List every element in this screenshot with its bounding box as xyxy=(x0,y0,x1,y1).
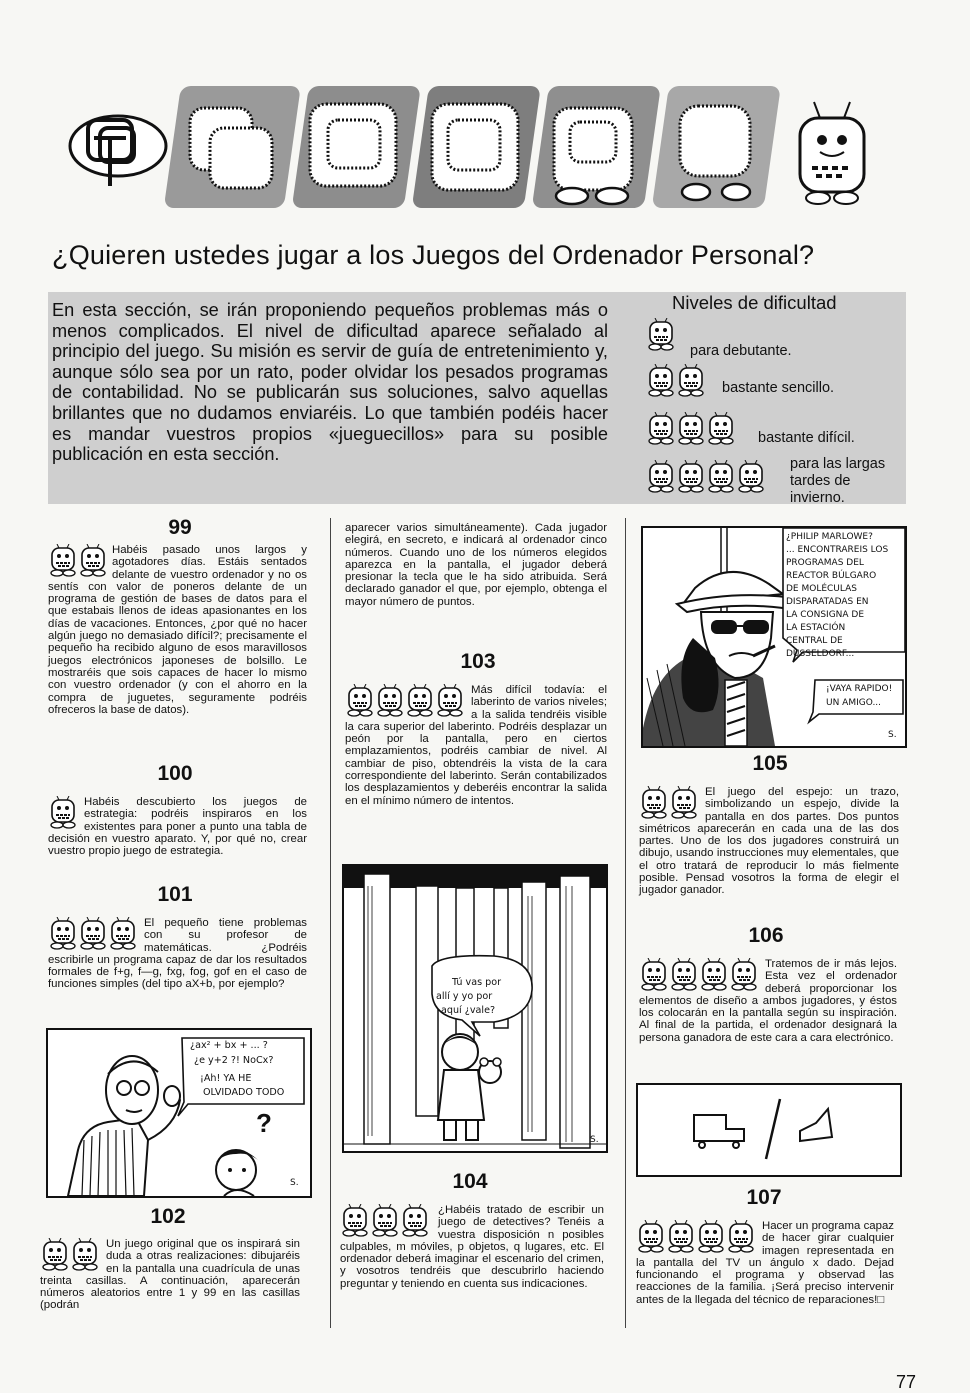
tv-character-icon xyxy=(639,958,669,992)
difficulty-icons xyxy=(639,958,759,992)
tv-character-icon xyxy=(405,684,435,718)
tv-character-icon xyxy=(48,917,78,951)
tv-character-icon xyxy=(669,786,699,820)
levels-title: Niveles de dificultad xyxy=(672,292,837,313)
tv-character-icon xyxy=(800,102,864,204)
column-divider xyxy=(625,518,626,1328)
tv-character-icon xyxy=(646,318,676,352)
game-105 xyxy=(639,786,899,897)
page-title: ¿Quieren ustedes jugar a los Juegos del Ordenador Personal? xyxy=(52,240,815,270)
game-101-text: El pequeño tiene problemas con su profesor de matemáticas. ¿Podréis escribirle un programa capaz de dar los resultados formales de f+g, f—g, fxg, fog, gof en el caso de funciones simples (del tipo aX+b, por ejemplo? xyxy=(48,917,307,991)
game-106 xyxy=(639,958,897,1044)
spy-reply-line-2: UN AMIGO... xyxy=(826,698,882,708)
difficulty-icons xyxy=(646,364,706,398)
difficulty-icons xyxy=(345,684,465,718)
level-4 xyxy=(646,460,766,494)
game-100 xyxy=(48,796,307,857)
game-number-100: 100 xyxy=(157,762,193,785)
intro-text: En esta sección, se irán proponiendo pequeños problemas más o menos complicados. El nivel de dificultad aparece señalado al principio del juego. Su misión es servir de guía de entretenimiento y, aunque sólo sea por un rato, poder olvidar los pesados programas de contabilidad. No se publicarán sus soluciones, salvo aquellas brillantes que no dudamos enviaréis. Lo que también podéis hacer es mandar vuestros propios «jueguecillos» para su posible publicación en esta sección. xyxy=(52,300,608,465)
level-3-text: bastante difícil. xyxy=(758,430,855,446)
difficulty-icons xyxy=(646,412,736,446)
difficulty-icons xyxy=(40,1238,100,1272)
column-divider xyxy=(330,518,331,1328)
difficulty-icons xyxy=(48,917,138,951)
tv-character-icon xyxy=(340,1204,370,1238)
tv-character-icon xyxy=(435,684,465,718)
game-101 xyxy=(48,917,307,991)
tv-character-icon xyxy=(78,917,108,951)
spy-bubble: ¿PHILIP MARLOWE? ... ENCONTRAREIS LOS PROGRAMAS DEL REACTOR BÚLGARO DE MOLÉCULAS DISPARATADAS EN LA CONSIGNA DE LA ESTACIÓN CENTRAL DE DUSSELDORF... xyxy=(786,532,889,659)
game-102-text: Un juego original que os inspirará sin duda a otras realizaciones: dibujaréis en la pantalla una cuadrícula de unas treinta casillas. A continuación, aparecerán números aleatorios entre 1 y 99 en las casillas (podrán xyxy=(40,1238,300,1312)
tv-character-icon xyxy=(78,544,108,578)
tv-character-icon xyxy=(706,412,736,446)
tv-character-icon xyxy=(669,958,699,992)
maze-bubble-line-3: aquí ¿vale? xyxy=(441,1005,496,1016)
tv-character-icon xyxy=(639,786,669,820)
game-99 xyxy=(48,544,307,716)
math-bubble-line-1: ¿ax² + bx + ... ? xyxy=(190,1040,268,1051)
tv-character-icon xyxy=(48,796,78,830)
game-102-continued: aparecer varios simultáneamente). Cada jugador elegirá, en secreto, e indicará al ordenador cinco números. Cuando uno de los números elegidos aparezca en la pantalla, el jugador deberá presionar la tecla que le ha sido atribuida. Será declarado ganador el que, por ejemplo, obtenga el mayor número de puntos. xyxy=(345,522,607,608)
tv-character-icon xyxy=(108,917,138,951)
maze-bubble-line-1: Tú vas por xyxy=(452,977,502,988)
cartoon-signature: S. xyxy=(888,730,897,740)
game-102 xyxy=(40,1238,300,1312)
game-99-text: Habéis pasado unos largos y agotadores días. Estáis sentados delante de vuestro ordenador y no os sentís con valor de poneros delante de un programa de gestión de bases de datos para el que estabais llenos de ideas apasionantes en los días de vacaciones. Entonces, ¿por qué no hacer algún juego no demasiado difícil?; precisamente el pequeño ha recibido alguno de esos maravillosos juegos electrónicos japoneses de bolsillo. Le mostraréis que sois capaces de hacer lo mismo con vuestro ordenador (y con el ahorro en la compra de juguetes, seguramente podréis ofreceros la base de datos). xyxy=(48,544,307,716)
tv-character-icon xyxy=(400,1204,430,1238)
logo-icon xyxy=(70,116,166,186)
cartoon-math xyxy=(46,1028,312,1198)
game-106-text: Tratemos de ir más lejos. Esta vez el ordenador deberá proporcionar los elementos de diseño a ambos jugadores, y éstos los colocarán en la pantalla según su inspiración. Al final de la partida, el ordenador designará la persona ganadora de este cara a cara electrónico. xyxy=(639,958,897,1044)
game-107 xyxy=(636,1220,894,1306)
level-3 xyxy=(646,412,736,446)
game-100-text: Habéis descubierto los juegos de estrategia: podréis inspiraros en los existentes para poner a punto una tabla de decisión en vuestro aparato. Y, por qué no, crear vuestro propio juego de estrategia. xyxy=(48,796,307,858)
tv-character-icon xyxy=(636,1220,666,1254)
mirror-game-illustration xyxy=(636,1083,902,1177)
tv-character-icon xyxy=(666,1220,696,1254)
difficulty-icons xyxy=(636,1220,756,1254)
level-4-text: para las largas tardes de invierno. xyxy=(790,456,886,506)
tv-character-icon xyxy=(646,412,676,446)
tv-character-icon xyxy=(370,1204,400,1238)
game-number-101: 101 xyxy=(157,883,193,906)
tv-character-icon xyxy=(726,1220,756,1254)
tv-character-icon xyxy=(676,460,706,494)
tv-character-icon xyxy=(676,364,706,398)
page-number: 77 xyxy=(896,1372,917,1392)
tv-character-icon xyxy=(70,1238,100,1272)
game-number-104: 104 xyxy=(452,1170,488,1193)
question-mark: ? xyxy=(256,1108,272,1138)
tv-character-icon xyxy=(706,460,736,494)
header-banner xyxy=(60,78,940,218)
level-1-text: para debutante. xyxy=(690,343,792,359)
level-2 xyxy=(646,364,706,398)
game-103 xyxy=(345,684,607,807)
mirror-diagram xyxy=(638,1085,900,1175)
difficulty-icons xyxy=(340,1204,430,1238)
tv-character-icon xyxy=(375,684,405,718)
difficulty-icons xyxy=(646,460,766,494)
game-105-text: El juego del espejo: un trazo, simbolizando un espejo, divide la pantalla en dos partes. Dos puntos simétricos aparecerán en cada una de las dos partes. Uno de los dos jugadores construirá un dibujo, usando instrucciones muy elementales, que el otro tratará de reproducir lo más fielmente posible. Pensad vosotros la forma de elegir el jugador ganador. xyxy=(639,786,899,897)
difficulty-icons xyxy=(48,796,78,830)
difficulty-icons xyxy=(639,786,699,820)
tv-character-icon xyxy=(676,412,706,446)
game-number-102: 102 xyxy=(150,1205,186,1228)
tv-character-icon xyxy=(699,958,729,992)
cartoon-signature: S. xyxy=(290,1178,299,1188)
game-104 xyxy=(340,1204,604,1290)
tv-character-icon xyxy=(646,460,676,494)
maze-bubble-line-2: allí y yo por xyxy=(436,991,493,1002)
spy-reply-line-1: ¡VAYA RAPIDO! xyxy=(826,684,893,694)
tv-character-icon xyxy=(696,1220,726,1254)
game-number-105: 105 xyxy=(752,752,788,775)
game-103-text: Más difícil todavía: el laberinto de varios niveles; a la salida tendréis visible la cara superior del laberinto. Podréis desplazar un peón por la pantalla, pero en ciertos emplazamientos, podréis cambiar de nivel. Al cambiar de piso, obtendréis la vista de la cara correspondiente del laberinto. Serán contabilizados los desplazamientos y deberéis encontrar la salida en el mínimo número de intentos. xyxy=(345,684,607,807)
tv-character-icon xyxy=(646,364,676,398)
cartoon-signature: S. xyxy=(590,1135,599,1145)
math-bubble-line-3: ¡Ah! YA HE xyxy=(200,1073,252,1084)
game-number-107: 107 xyxy=(746,1186,782,1209)
game-107-text: Hacer un programa capaz de hacer girar cualquier imagen representada en la pantalla del TV un ángulo x dado. Dejad funcionando el programa y observad las reacciones de la familia. ¡Será preciso intervenir antes de la llegada del técnico de reparaciones!□ xyxy=(636,1220,894,1306)
math-bubble-line-2: ¿e y+2 ?! NoCx? xyxy=(194,1055,274,1066)
game-number-103: 103 xyxy=(460,650,496,673)
level-1 xyxy=(646,318,676,352)
level-2-text: bastante sencillo. xyxy=(722,380,835,396)
tv-character-icon xyxy=(736,460,766,494)
game-number-106: 106 xyxy=(748,924,784,947)
game-number-99: 99 xyxy=(168,516,192,539)
tv-character-icon xyxy=(345,684,375,718)
difficulty-icons xyxy=(48,544,108,578)
game-104-text: ¿Habéis tratado de escribir un juego de detectives? Tenéis a vuestra disposición n posibles culpables, m móviles, p objetos, q lugares, etc. El ordenador deberá imaginar el escenario del crimen, y vosotros tendréis que descubrirlo haciendo preguntar y teniendo en cuenta sus indicaciones. xyxy=(340,1204,604,1290)
tv-character-icon xyxy=(729,958,759,992)
tv-character-icon xyxy=(40,1238,70,1272)
tv-character-icon xyxy=(48,544,78,578)
difficulty-icons xyxy=(646,318,676,352)
math-bubble-line-4: OLVIDADO TODO xyxy=(203,1087,285,1098)
